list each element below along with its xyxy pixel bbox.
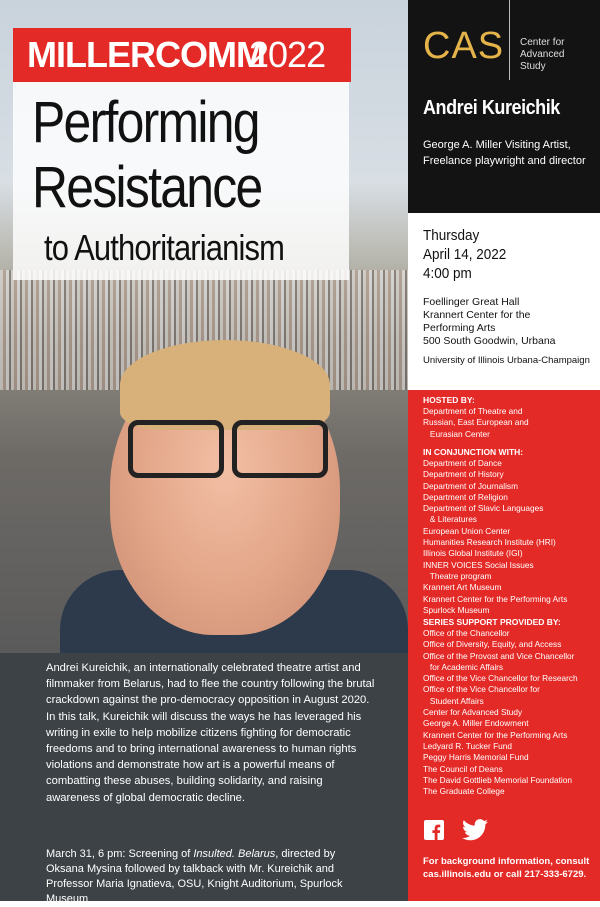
contact-info: For background information, consult cas.illinois.edu or call 217-333-6729. <box>423 856 590 880</box>
support-list: Office of the Chancellor Office of Diversity, Equity, and Access Office of the Provost and Vice Chancellor for Academic Affairs Office of the Vice Chancellor for Research Office of the Vice Chancellor for Student Affairs Center for Advanced Study George A. Miller Endowment Krannert Center for the Performing Arts Ledyard R. Tucker Fund Peggy Harris Memorial Fund The Council of Deans The David Gottlieb Memorial Foundation The Graduate College <box>423 628 578 797</box>
series-name: MILLERCOMM <box>27 34 265 75</box>
facebook-icon[interactable] <box>423 819 445 841</box>
title-line-2: Resistance <box>32 155 262 220</box>
support-heading: SERIES SUPPORT PROVIDED BY: <box>423 617 561 627</box>
event-time: 4:00 pm <box>423 265 472 282</box>
event-day: Thursday <box>423 227 480 244</box>
title-line-3: to Authoritarianism <box>44 227 285 268</box>
title-line-1: Performing <box>32 90 259 155</box>
venue-line-1: Foellinger Great Hall <box>423 296 520 308</box>
hosted-list: Department of Theatre and Russian, East European and Eurasian Center <box>423 406 529 439</box>
conjunction-list: Department of Dance Department of History Department of Journalism Department of Religion Department of Slavic Languages & Literatures European Union Center Humanities Research Institute (HRI) Illinois Global Institute (IGI) INNER VOICES Social Issues Theatre program Krannert Art Museum Krannert Center for the Performing Arts Spurlock Museum <box>423 458 568 615</box>
cas-logo-subtitle: Center for Advanced Study <box>520 37 565 72</box>
screening-info: March 31, 6 pm: Screening of Insulted. Belarus, directed by Oksana Mysina followed by talkback with Mr. Kureichik and Professor Maria Ignatieva, OSU, Knight Auditorium, Spurlock Museum <box>46 848 343 905</box>
speaker-role: George A. Miller Visiting Artist, Freelance playwright and director <box>423 139 586 167</box>
series-year: 2022 <box>249 34 326 75</box>
speaker-glasses <box>128 420 328 472</box>
speaker-hair <box>120 340 330 430</box>
venue-line-2: Krannert Center for the <box>423 309 531 321</box>
event-description: Andrei Kureichik, an internationally celebrated theatre artist and filmmaker from Belarus, had to flee the country following the brutal crackdown against the pro-democracy opposition in August 2020. In this talk, Kureichik will discuss the ways he has leveraged his writing in exile to help mobilize citizens fighting for democratic freedoms and to bring international awareness to human rights violations and demonstrate how art is a powerful means of combatting these abuses, building solidarity, and raising awareness of global democratic decline. <box>46 662 375 804</box>
speaker-name: Andrei Kureichik <box>423 97 560 119</box>
venue-line-3: Performing Arts <box>423 322 496 334</box>
hosted-heading: HOSTED BY: <box>423 395 475 405</box>
university-name: University of Illinois Urbana-Champaign <box>423 355 590 366</box>
event-date: April 14, 2022 <box>423 246 507 263</box>
conjunction-heading: IN CONJUNCTION WITH: <box>423 447 524 457</box>
logo-divider <box>509 0 510 80</box>
cas-logo: CAS <box>423 25 505 67</box>
series-banner <box>13 28 351 82</box>
twitter-icon[interactable] <box>462 819 488 841</box>
venue-line-4: 500 South Goodwin, Urbana <box>423 335 556 347</box>
